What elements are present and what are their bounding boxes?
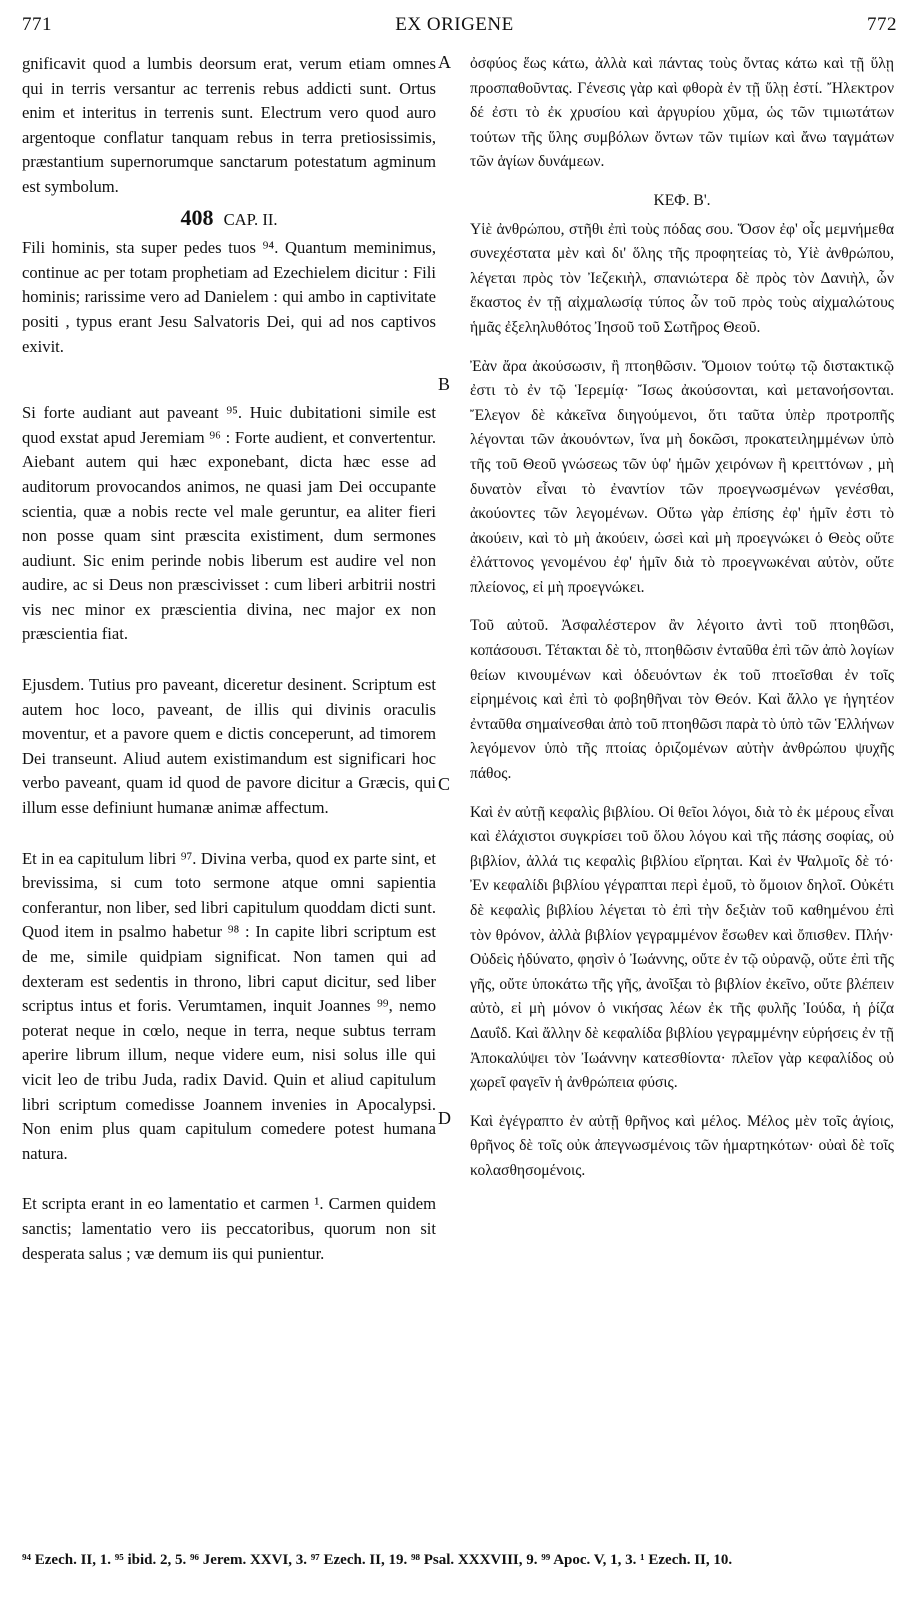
latin-paragraph: Ejusdem. Tutius pro paveant, diceretur desinent. Scriptum est autem hoc loco, paveant, de illis qui divinis oraculis moventur, et a pavore quem e dictis conceperunt, ad timorem Dei transeunt. Aliud autem existimandum est significari hoc verbo paveant, quam id quod de pavore dicitur a Græcis, qui illum esse definiunt humanæ animæ affectum.: [22, 675, 436, 818]
latin-column: [22, 52, 436, 1266]
latin-paragraph: Et scripta erant in eo lamentatio et carmen ¹. Carmen quidem sanctis; lamentatio vero iis peccatoribus, quorum non sit desperata salus ; væ demum iis qui punientur.: [22, 1194, 436, 1263]
greek-paragraph: Υἱὲ ἀνθρώπου, στῆθι ἐπὶ τοὺς πόδας σου. Ὅσον ἐφ' οἷς μεμνήμεθα συνεχέστατα μὲν καὶ δι' ὅλης τῆς προφητείας τὸ, Υἱὲ ἀνθρώπου, λέγεται πρὸς τὸν Ἰεζεκιὴλ, σπανιώτερα δὲ πρὸς τὸν Δανιὴλ, ὧν ἕκαστος ἐν τῇ αἰχμαλωσίᾳ τύπος ὧν τοῦ πρὸς τοὺς αἰχμαλώτους ἡμᾶς ἐξεληλυθότος Ἰησοῦ τοῦ Σωτῆρος Θεοῦ.: [470, 220, 894, 336]
page-number-left: 771: [22, 14, 52, 35]
latin-paragraph: gnificavit quod a lumbis deorsum erat, verum etiam omnes qui in terris versantur ac terrenis rebus addicti sunt. Ortus enim et interitus in terrenis sunt. Electrum vero quod auro argentoque conflatur tanquam rebus in terra pretiosissimis, præstantium supernorumque sanctarum potestatum agminum est symbolum.: [22, 54, 436, 196]
greek-chapter-heading: ΚΕΦ. Β'.: [653, 191, 711, 209]
page-number-right: 772: [867, 14, 897, 35]
latin-chapter-heading: [22, 206, 436, 233]
margin-letter-d: D: [438, 1108, 451, 1128]
greek-paragraph: ὀσφύος ἕως κάτω, ἀλλὰ καὶ πάντας τοὺς ὄντας κάτω καὶ τῇ ὕλῃ προσπαθοῦντας. Γένεσις γὰρ καὶ φθορὰ ἐν τῇ ὕλῃ ἐστί. Ἤλεκτρον δέ ἐστι τὸ ἐκ χρυσίου καὶ ἀργυρίου χῦμα, ὡς τῶν τιμιωτάτων τούτων τῆς ὕλης συμβόλων ὄντων τῶν τιμίων καὶ ἄνω ταγμάτων τῶν ἁγίων δυνάμεων.: [470, 55, 894, 171]
greek-column: [470, 52, 894, 1184]
latin-paragraph: Et in ea capitulum libri ⁹⁷. Divina verba, quod ex parte sint, et brevissima, si cum toto sermone atque omni sapientia conferantur, non liber, sed libri capitulum quoddam dicti sunt. Quod item in psalmo habetur ⁹⁸ : In capite libri scriptum est de me, simile quidpiam significat. Non tamen qui ad dexteram est sedentis in throno, libri caput dicitur, sed liber scriptus intus et foris. Verumtamen, inquit Joannes ⁹⁹, nemo poterat neque in cœlo, neque in terra, neque subtus terram aperire librum illum, neque videre eum, nisi solus ille qui vicit leo de tribu Juda, radix David. Quin et aliud capitulum libri scriptum comedisse Joannem invenies in Apocalypsi. Non enim plus quam capitulum comedere potest humana natura.: [22, 848, 436, 1163]
chapter-title: CAP. II.: [223, 209, 278, 229]
greek-paragraph: Ἐὰν ἄρα ἀκούσωσιν, ἢ πτοηθῶσιν. Ὅμοιον τούτῳ τῷ διστακτικῷ ἐστι τὸ ἐν τῷ Ἱερεμίᾳ· Ἴσως ἀκούσονται, καὶ μετανοήσονται. Ἔλεγον δὲ κἀκεῖνα διηγούμενοι, ὅτι ταῦτα ὑπὲρ προτροπῆς λέγονται τῶν ἀκουόντων, ἵνα μὴ δοκῶσι, προκατειλημμένων ὑπὸ τῆς τοῦ Θεοῦ γνώσεως τῶν ὑφ' ἡμῶν χειρόνων ἢ κρειττόνων , μὴ δυνατὸν εἶναι τὸ ἐναντίον τῶν προεγνωσμένων γενέσθαι, ἀκούοντες τῶν λεγομένων. Οὕτω γὰρ ἐπίσης ἐφ' ἡμῖν ἐστι τὸ ἀκούειν, καὶ τὸ μὴ ἀκούειν, ὡσεὶ καὶ μὴ προεγνώκει ὁ Θεὸς οὔτε ἐλάττονος γενομένου ἐφ' ἡμῖν διὰ τὸ προεγνωκέναι αὐτὸν, οὔτε πλείονος, εἰ μὴ προεγνώκει.: [470, 357, 894, 596]
footnotes: ⁹⁴ Ezech. II, 1. ⁹⁵ ibid. 2, 5. ⁹⁶ Jerem. XXVI, 3. ⁹⁷ Ezech. II, 19. ⁹⁸ Psal. XXXVIII, 9. ⁹⁹ Apoc. V, 1, 3. ¹ Ezech. II, 10.: [22, 1552, 733, 1568]
column-number: 408: [180, 204, 214, 230]
margin-letter-c: C: [438, 774, 451, 794]
greek-paragraph: Τοῦ αὐτοῦ. Ἀσφαλέστερον ἂν λέγοιτο ἀντὶ τοῦ πτοηθῶσι, κοπάσουσι. Τέτακται δὲ τὸ, πτοηθῶσιν ἐνταῦθα ἐπὶ τῶν ἀπὸ λογίων θείων κινουμένων καὶ ὁδευόντων ἐκ τοῦ πτοεῖσθαι ἐν τοῖς εἰρημένοις καὶ ἐπὶ τὸ φοβηθῆναι τὸν Θεόν. Καὶ ἄλλο γε ἡγητέον ἐνταῦθα σημαίνεσθαι ἀπὸ τοῦ πτοηθῶσι παρὰ τὸ ὑπὸ τῶν Ἑλλήνων λεγόμενον ὑπὸ τῆς πτοίας ὁριζομένων αὐτὴν ἀνθρώπου ψυχῆς πάθος.: [470, 617, 894, 783]
margin-letter-b: B: [438, 374, 451, 394]
latin-paragraph: Si forte audiant aut paveant ⁹⁵. Huic dubitationi simile est quod exstat apud Jeremiam ⁹⁶ : Forte audient, et convertentur. Aiebant autem qui hæc exponebant, dicta hæc esse ad auditorum provocandos animos, ne quasi jam Dei occupante scientia, quæ a nobis recte vel male geruntur, ea aliter fieri non posse quam sint præscita existiment, dum sermones audiunt. Sic enim perinde nobis liberum est audire vel non audire, ac si Deus non præscivisset : cum liberi arbitrii nostri vis nec minor ex præscientia divina, nec major ex non præscientia fiat.: [22, 403, 436, 644]
running-title: EX ORIGENE: [395, 14, 514, 35]
margin-letter-a: A: [438, 52, 451, 72]
latin-paragraph: Fili hominis, sta super pedes tuos ⁹⁴. Quantum meminimus, continue ac per totam prophetiam ad Ezechielem dicitur : Fili hominis; rarissime vero ad Danielem : qui ambo in captivitate positi , typus erant Jesu Salvatoris Dei, qui ad nos captivos exivit.: [22, 238, 436, 356]
greek-paragraph: Καὶ ἐγέγραπτο ἐν αὐτῇ θρῆνος καὶ μέλος. Μέλος μὲν τοῖς ἁγίοις, θρῆνος δὲ τοῖς οὐκ ἀπεγνωσμένοις τῶν ἡμαρτηκότων· οὐαὶ δὲ τοῖς κολασθησομένοις.: [470, 1112, 894, 1179]
greek-paragraph: Καὶ ἐν αὐτῇ κεφαλὶς βιβλίου. Οἱ θεῖοι λόγοι, διὰ τὸ ἐκ μέρους εἶναι καὶ ἐλάχιστοι συγκρίσει τοῦ ὅλου λόγου καὶ τῆς πάσης σοφίας, οὐ βιβλίον, ἀλλά τις κεφαλὶς βιβλίου εἴρηται. Καὶ ἐν Ψαλμοῖς δὲ τό· Ἐν κεφαλίδι βιβλίου γέγραπται περὶ ἐμοῦ, τὸ ὅμοιον δηλοῖ. Οὐκέτι δὲ κεφαλὶς βιβλίου λέγεται τὸ ἐπὶ τὴν δεξιὰν τοῦ καθημένου ἐπὶ τὸν θρόνον, ἀλλὰ βιβλίον γεγραμμένον ἔσωθεν καὶ ὄπισθεν. Πλήν· Οὐδεὶς ἠδύνατο, φησὶν ὁ Ἰωάννης, οὔτε ἐν τῷ οὐρανῷ, οὔτε ἐπὶ τῆς γῆς, οὔτε ὑποκάτω τῆς γῆς, ἀνοῖξαι τὸ βιβλίον ἐκεῖνο, οὔτε βλέπειν αὐτὸ, εἰ μὴ μόνον ὁ νικήσας λέων ἐκ τῆς φυλῆς Ἰούδα, ἡ ῥίζα Δαυΐδ. Καὶ ἄλλην δὲ κεφαλίδα βιβλίου γεγραμμένην εὑρήσεις ἐν τῇ Ἀποκαλύψει τὸν Ἰωάννην κατεσθίοντα· πλεῖον γὰρ κεφαλίδος οὐ χωρεῖ φαγεῖν ἡ ἀνθρώπεια φύσις.: [470, 803, 894, 1092]
